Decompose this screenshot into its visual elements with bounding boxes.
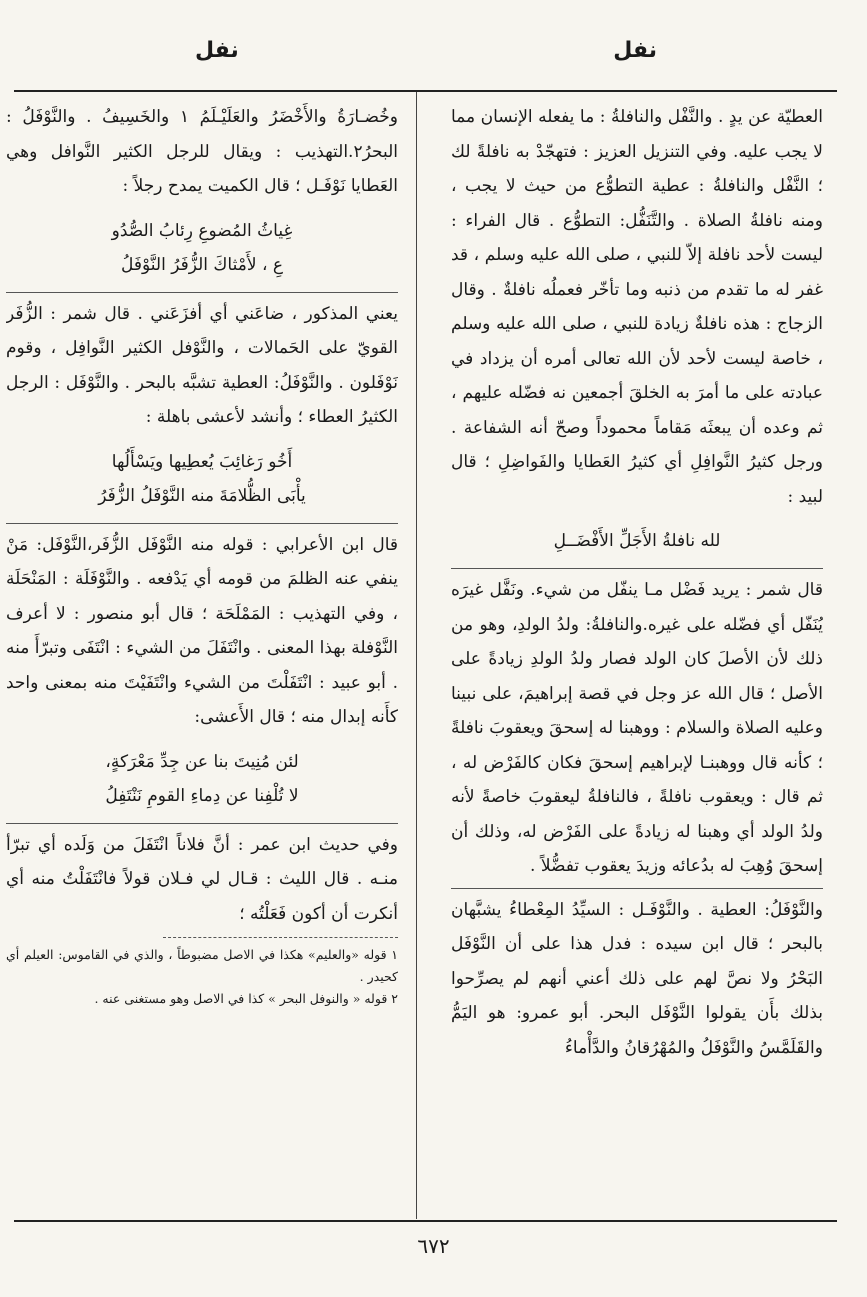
entry-paragraph: يعني المذكور ، ضاعَني أي أفزَعَني . قال شمر : الزُّفَر القويّ على الحَمالات ، والنَّوْفل الكثير النَّوافِل ، وقوم نَوْفَلون . والنَّوْفَلُ: العطية تشبَّه بالبحر . والنَّوْفَل : الرجل الكثيرُ العطاء ؛ وأنشد لأعشى باهلة : <box>6 303 398 427</box>
right-column <box>451 100 823 1065</box>
verse-line: يأْبَى الظُّلامَةَ منه النَّوْفَلُ الزُّفَرُ <box>98 485 306 506</box>
left-column <box>6 100 398 1010</box>
column-divider <box>416 92 417 1219</box>
verse <box>6 445 398 513</box>
entry-paragraph: وخُضـارَةُ والأَخْضَرُ والعَلَيْـلَمُ ١ والخَسِيفُ . والنَّوْفَلُ : البحرُ٢.التهذيب : ويقال للرجل الكثير النَّوافل وهي العَطايا نَوْفَـل ؛ قال الكميت يمدح رجلاً : <box>6 107 398 196</box>
section-separator <box>6 523 398 524</box>
entry-paragraph: والنَّوْفَلُ: العطية . والنَّوْفَـل : السيِّدُ المِعْطاءُ يشبَّهان بالبحر ؛ قال ابن سيده : فدل هذا على أن النَّوْفَل البَحْرُ ولا نصَّ لهم على ذلك أعني أنهم لم يصرِّحوا بذلك بأَن يقولوا النَّوْفَل البحر. أبو عمرو: هو اليَمُّ والقَلَمَّسُ والنَّوْفَلُ والمُهْرُقانُ والدَّأْماءُ <box>451 899 823 1058</box>
verse-line: لله نافلةُ الأَجَلِّ الأَفْضَــلِ <box>553 531 721 551</box>
verse-line: أَخُو رَغائِبَ يُعطِيها ويَسْأَلُها <box>111 451 293 472</box>
verse-line: عِ ، لأَمْثاكَ الزُّفَرُ النَّوْفَلُ <box>121 254 283 275</box>
verse-line: لئن مُنِيتَ بنا عن جِدِّ مَعْرَكةٍ، <box>105 751 299 772</box>
section-separator <box>451 888 823 889</box>
section-separator <box>6 823 398 824</box>
bottom-rule <box>14 1220 837 1222</box>
entry-paragraph: وفي حديث ابن عمر : أنَّ فلاناً انْتَفَلَ من وَلَده أي تبرّأ منـه . قال الليث : قـال لي فـلان قولاً فانْتَفَلْتُ منه أي أنكرت أن أكون فَعَلْتُه ؛ <box>6 834 398 924</box>
footnote: ١ قوله «والعليم» هكذا في الاصل مضبوطاً ، والذي في القاموس: العيلم أي كحيدر . <box>6 947 398 984</box>
footnote-separator <box>163 937 398 938</box>
verse <box>451 524 823 558</box>
verse-line: غِياثُ المُضوعِ رِئابُ الصُّدُو <box>111 220 293 241</box>
footnote: ٢ قوله « والنوفل البحر » كذا في الاصل وهو مستغنى عنه . <box>94 991 398 1006</box>
page-number: ٦٧٢ <box>417 1234 450 1258</box>
entry-paragraph: قال شمر : يريد فَضْل مـا ينفّل من شيء. ونَفَّل غيرَه يُنَفّل أي فضّله على غيره.والنافلةُ: ولدُ الولدِ، وهو من ذلك لأن الأصلَ كان الولد فصار ولدُ الولدِ زيادةً على الأصل ؛ قال الله عز وجل في قصة إبراهيمَ، على نبينا وعليه الصلاة والسلام : ووهبنا له إسحقَ ويعقوبَ نافلةً ؛ كأنه قال ووهبنـا لإبراهيم إسحقَ فكان كالفَرْض له ، ثم قال : ويعقوب نافلةً ، فالنافلةُ ليعقوبَ خاصةً لأنه ولدُ الولد أي وهبنا له زيادةً على الفَرْض له، وذلك أن إسحقَ وُهِبَ له بدُعائه وزيدَ يعقوب تفضُّلاً . <box>451 580 823 876</box>
verse-line: لا تُلْفِنا عن دِماءِ القومِ نَنْتَفِلُ <box>105 785 299 806</box>
entry-paragraph: العطيّة عن يدٍ . والنَّفْل والنافلةُ : ما يفعله الإنسان مما لا يجب عليه. وفي التنزيل العزيز : فتهجّدْ به نافلةً لك ؛ النَّفْل والنافلةُ : عطية التطوُّع من حيث لا يجب ، ومنه نافلةُ الصلاة . والتَّنَفُّل: التطوُّع . قال الفراء : ليست لأحد نافلة إلاّ للنبي ، صلى الله عليه وسلم ، قد غفر له ما تقدم من ذنبه وما تأخّر فعملُه نافلةٌ . وقال الزجاج : هذه نافلةٌ زيادة للنبي ، صلى الله عليه وسلم ، خاصة ليست لأحد لأن الله تعالى أمره أن يزداد في عبادته على ما أمرَ به الخلقَ أجمعين نه فضّله عليهم ، ثم وعده أن يبعثَه مَقاماً محموداً وصحّ أنه الشفاعة . ورجل كثيرُ النَّوافِلِ أي كثيرُ العَطايا والفَواضِلِ ؛ قال لبيد : <box>451 107 823 507</box>
section-separator <box>451 568 823 569</box>
right-headword: نفل <box>613 38 657 63</box>
verse <box>6 214 398 282</box>
verse <box>6 745 398 813</box>
top-rule <box>14 90 837 92</box>
left-headword: نفل <box>195 38 239 63</box>
entry-paragraph: قال ابن الأعرابي : قوله منه النَّوْفَل الزُّفَر،النَّوْفَل: مَنْ ينفي عنه الظلمَ من قومه أي يَدْفعه . والنَّوْفَلَة : المَنْحَلَة ، وفي التهذيب : المَمْلَحَة ؛ قال أبو منصور : لا أعرف النَّوْفلة بهذا المعنى . وانْتَفَلَ من الشيء : انْتَفَى وتبرّأَ منه . أبو عبيد : انْتَفَلْتَ من الشيء وانْتَفَيْتَ منه بمعنى واحد كأَنه إبدال منه ؛ قال الأَعشى: <box>6 534 398 727</box>
section-separator <box>6 292 398 293</box>
